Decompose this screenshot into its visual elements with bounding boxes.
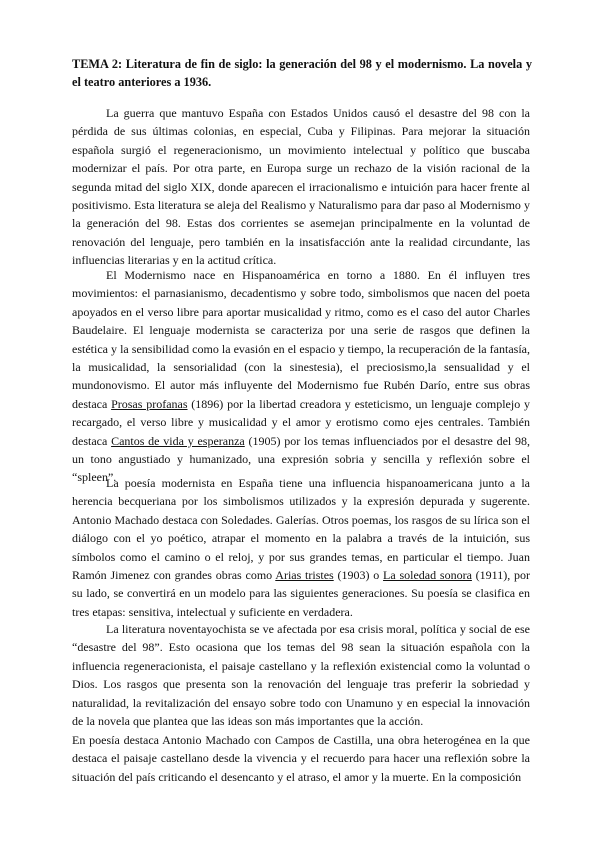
paragraph-poesia-text-3: (1911), por su lado, se convertirá en un modelo para las siguientes generaciones. Su poesía se clasifica en tres etapas: sensitiva, intelectual y suficiente en verdadera. <box>72 568 531 619</box>
paragraph-modernismo-text-2: (1896) por la libertad creadora y esteticismo, un lenguaje complejo y recargado, el verso libre y musicalidad y el amor y erotismo como ejes centrales. También destaca <box>72 396 530 448</box>
paragraph-poesia-machado <box>72 731 530 786</box>
paragraph-intro-text: La guerra que mantuvo España con Estados Unidos causó el desastre del 98 con la pérdida de sus últimas colonias, en especial, Cuba y Filipinas. Para mejorar la situación española surgió el regeneracionismo, un movimiento intelectual y político que buscaba modernizar el país. Por otra parte, en Europa surge un rechazo de la visión racional de la segunda mitad del siglo XIX, donde aparecen el irracionalismo e intuición para hacer frente al positivismo. Esta literatura se aleja del Realismo y Naturalismo para dar paso al Modernismo y la generación del 98. Estas dos corrientes se asemejan principalmente en la voluntad de renovación del lenguaje, pero también en la insatisfacción ante la realidad circundante, las influencias literarias y en la actitud crítica. <box>72 106 530 268</box>
paragraph-poesia-text-1: La poesía modernista en España tiene una influencia hispanoamericana junto a la herencia becqueriana por los simbolismos utilizados y la expresión depurada y sugerente. Antonio Machado destaca con Soledades. Galerías. Otros poemas, los rasgos de su lírica son el diálogo con el yo poético, atrapar el momento en la palabra a través de la intuición, sus símbolos como el camino o el reloj, y por sus grandes temas, en particular el tiempo. Juan Ramón Jimenez con grandes obras como <box>72 476 530 583</box>
paragraph-modernismo <box>72 266 530 487</box>
work-title-cantos-de-vida: Cantos de vida y esperanza <box>111 433 245 448</box>
paragraph-intro <box>72 104 530 270</box>
paragraph-poesia-machado-text: En poesía destaca Antonio Machado con Campos de Castilla, una obra heterogénea en la que destaca el paisaje castellano desde la vivencia y el recuerdo para hacer una reflexión sobre la situación del país criticando el desencanto y el atraso, el amor y la muerte. En la composición <box>72 733 530 784</box>
paragraph-noventayochista-text: La literatura noventayochista se ve afectada por esa crisis moral, política y social de ese “desastre del 98”. Esto ocasiona que los temas del 98 sean la situación española con la influencia regeneracionista, el paisaje castellano y la reflexión existencial como la voluntad o Dios. Los rasgos que presenta son la renovación del lenguaje tras preferir la sobriedad y naturalidad, la revitalización del ensayo sobre todo con Unamuno y en especial la innovación de la novela que plantea que las ideas son más importantes que la acción. <box>72 622 530 729</box>
work-title-arias-tristes: Arias tristes <box>275 568 334 583</box>
work-title-la-soledad-sonora: La soledad sonora <box>383 568 472 583</box>
document-title: TEMA 2: Literatura de fin de siglo: la generación del 98 y el modernismo. La novela y el teatro anteriores a 1936. <box>72 57 532 89</box>
work-title-prosas-profanas: Prosas profanas <box>111 396 188 411</box>
paragraph-poesia-text-2: (1903) o <box>333 568 384 583</box>
paragraph-noventayochista <box>72 620 530 730</box>
paragraph-poesia-modernista <box>72 474 530 621</box>
paragraph-modernismo-text-1: El Modernismo nace en Hispanoamérica en torno a 1880. En él influyen tres movimientos: el parnasianismo, decadentismo y sobre todo, simbolismos que nacen del poeta apoyados en el verso libre para aportar musicalidad y ritmo, como es el caso del autor Charles Baudelaire. El lenguaje modernista se caracteriza por una serie de rasgos que definen la estética y la sensibilidad como la evasión en el espacio y tiempo, la recuperación de la fantasía, la musicalidad, la sensorialidad (con la sinestesia), el preciosismo,la sensualidad y el mundonovismo. El autor más influyente del Modernismo fue Rubén Darío, entre sus obras destaca <box>72 268 530 411</box>
paragraph-modernismo-text-3: (1905) por los temas influenciados por el desastre del 98, un tono angustiado y humanizado, una expresión sobria y sencilla y reflexión sobre el “spleen”. <box>72 433 531 485</box>
